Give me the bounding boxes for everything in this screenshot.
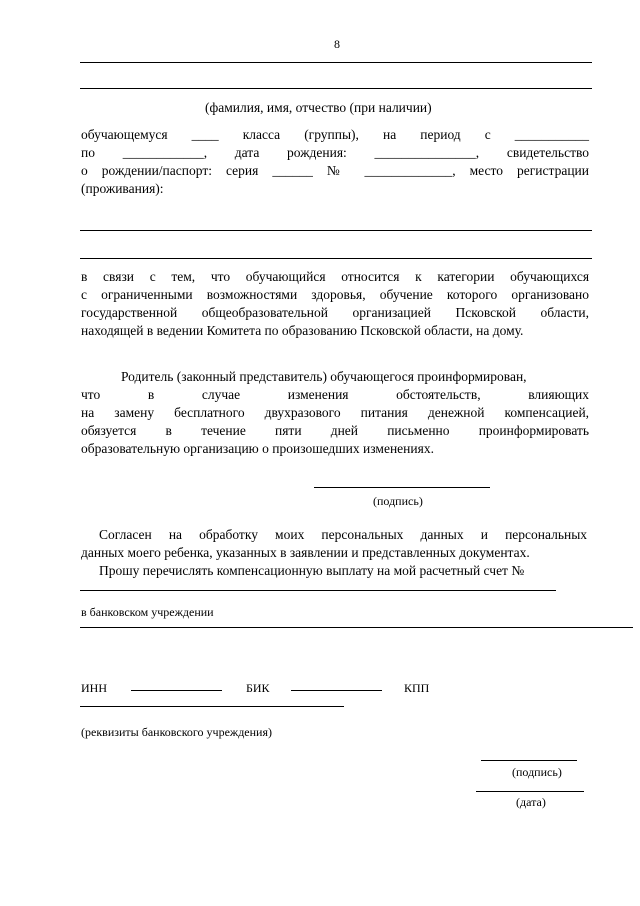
- consent-line-1: Согласен на обработку моих персональных данных и персональных: [99, 527, 588, 542]
- reason-line-1: в связи с тем, что обучающийся относится к категории обучающихся: [81, 269, 590, 284]
- fio-caption: (фамилия, имя, отчество (при наличии): [205, 100, 432, 115]
- parent-line-1: Родитель (законный представитель) обучающегося проинформирован,: [121, 369, 527, 384]
- reason-line-3: государственной общеобразовательной организацией Псковской области,: [81, 305, 590, 320]
- kpp-label: КПП: [404, 681, 430, 695]
- student-line-3: о рождении/паспорт: серия ______ № _____________, место регистрации: [81, 163, 589, 178]
- student-line-2: по ____________, дата рождения: _______________, свидетельство: [81, 145, 590, 160]
- parent-line-3: на замену бесплатного двухразового питания денежной компенсацией,: [81, 405, 590, 420]
- requisites-continuation-line: [80, 706, 344, 707]
- parent-line-4: обязуется в течение пяти дней письменно проинформировать: [81, 423, 590, 438]
- reason-line-4: находящей в ведении Комитета по образованию Псковской области, на дому.: [81, 323, 524, 338]
- fio-line-2: [80, 88, 592, 89]
- signature-caption-1: (подпись): [373, 494, 423, 508]
- account-number-line: [80, 590, 556, 591]
- parent-line-2: что в случае изменения обстоятельств, влияющих: [81, 387, 590, 402]
- signature-line-2: [481, 760, 577, 761]
- consent-line-3: Прошу перечислять компенсационную выплату на мой расчетный счет №: [99, 563, 525, 578]
- parent-line-5: образовательную организацию о произошедших изменениях.: [81, 441, 434, 456]
- bik-label: БИК: [246, 681, 270, 695]
- bank-institution-label: в банковском учреждении: [81, 605, 214, 619]
- student-line-4: (проживания):: [81, 181, 164, 196]
- reason-line-2: с ограниченными возможностями здоровья, обучение которого организовано: [81, 287, 590, 302]
- signature-caption-2: (подпись): [512, 765, 562, 779]
- inn-label: ИНН: [81, 681, 107, 695]
- address-line-1: [80, 230, 592, 231]
- address-line-2: [80, 258, 592, 259]
- bik-field-line: [291, 690, 382, 691]
- date-line: [476, 791, 584, 792]
- student-line-1: обучающемуся ____ класса (группы), на период с ___________: [81, 127, 590, 142]
- date-caption: (дата): [516, 795, 546, 809]
- inn-field-line: [131, 690, 222, 691]
- bank-institution-line: [80, 627, 633, 628]
- fio-line: [80, 62, 592, 63]
- bank-details-caption: (реквизиты банковского учреждения): [81, 725, 272, 739]
- consent-line-2: данных моего ребенка, указанных в заявлении и представленных документах.: [81, 545, 530, 560]
- page-number: 8: [334, 37, 340, 51]
- signature-line-1: [314, 487, 490, 488]
